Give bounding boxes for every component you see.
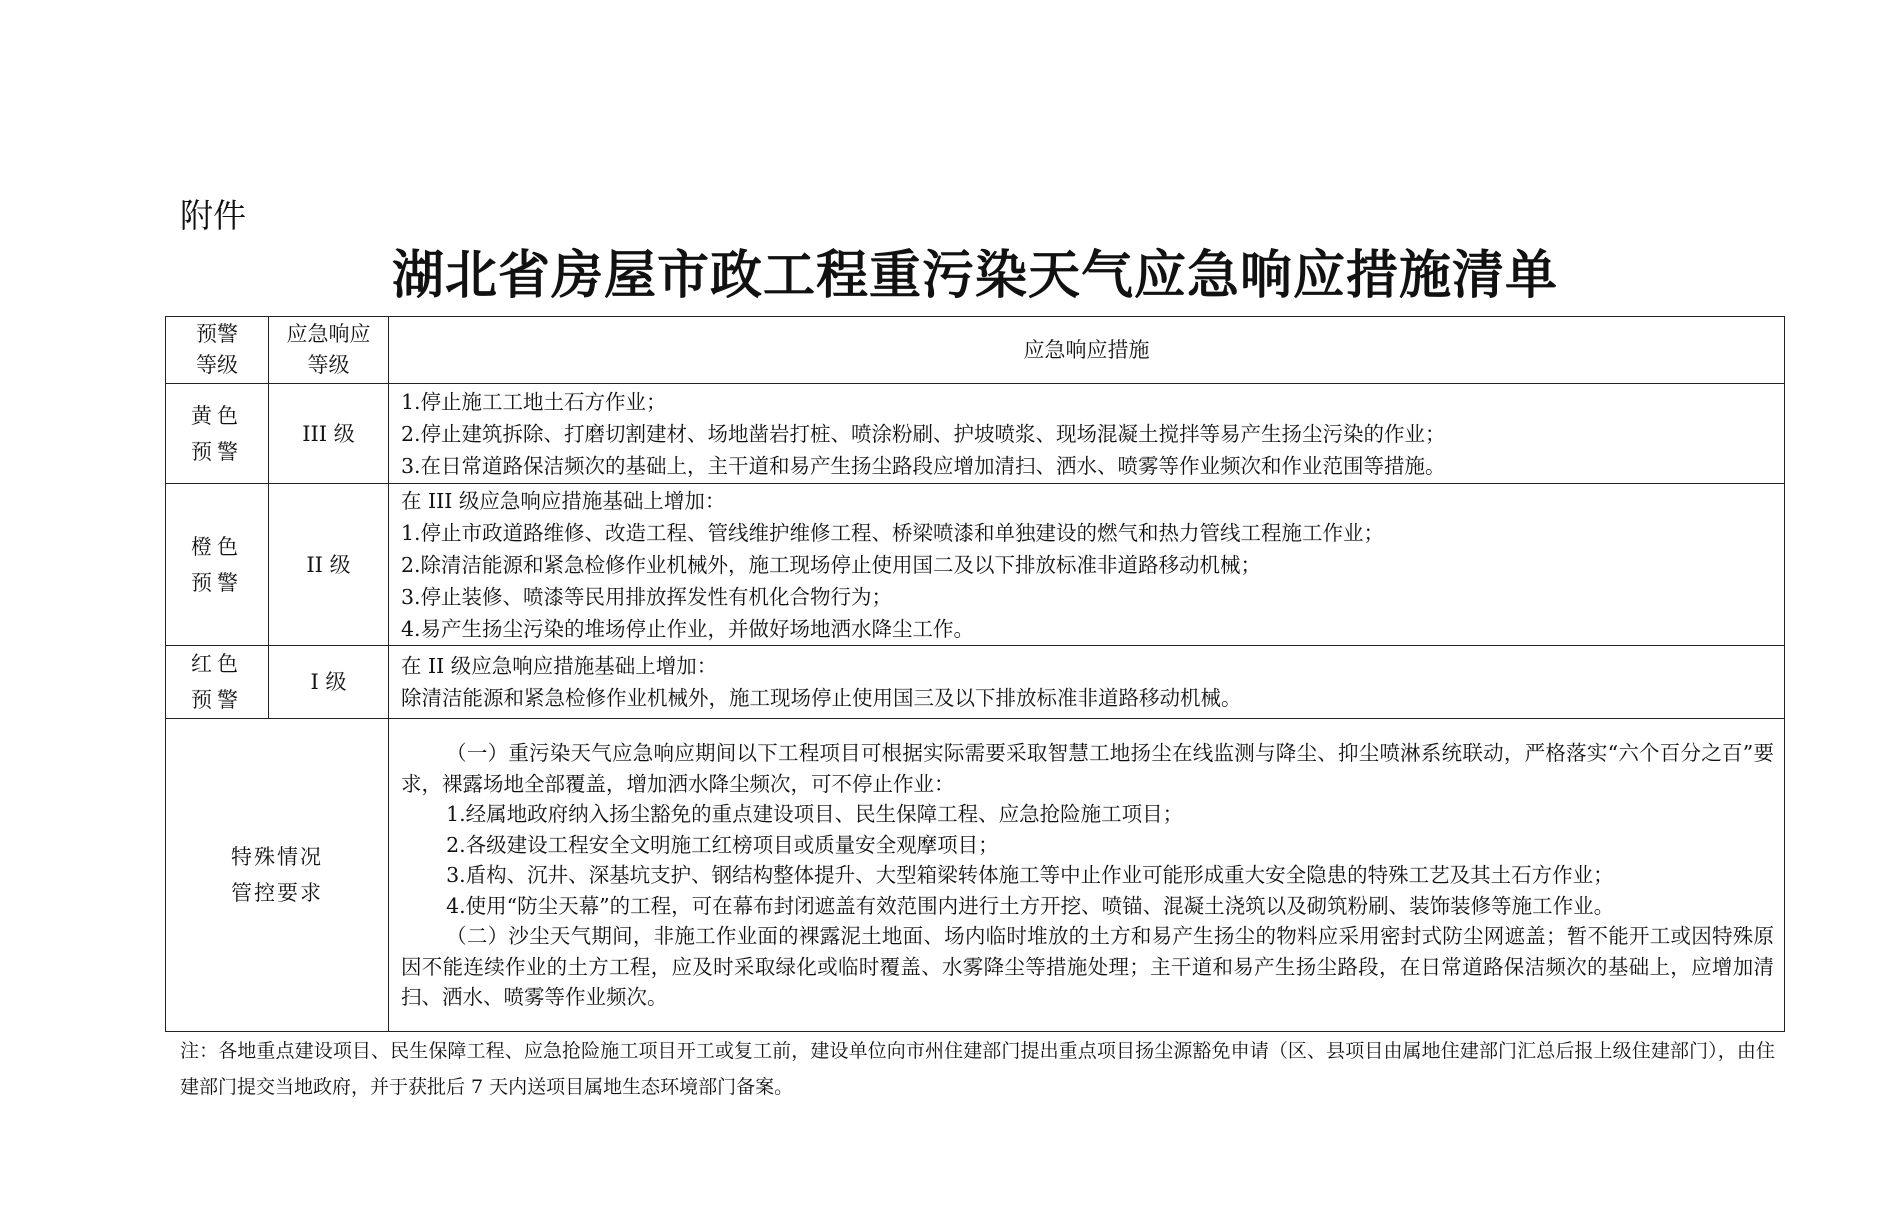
special-conditions-label-line1: 特殊情况 xyxy=(231,845,323,869)
special-conditions-label-line2: 管控要求 xyxy=(231,881,323,905)
attachment-label: 附件 xyxy=(180,196,246,235)
measure-item: 1.停止施工工地土石方作业； xyxy=(401,389,667,414)
header-response-level-line1: 应急响应 xyxy=(286,322,371,346)
warning-level-yellow-line1: 黄色 xyxy=(191,403,243,428)
table-row-yellow xyxy=(166,384,1785,484)
measure-item: 在 II 级应急响应措施基础上增加： xyxy=(401,654,718,678)
special-item: 2.各级建设工程安全文明施工红榜项目或质量安全观摩项目； xyxy=(446,832,999,857)
table-row-special xyxy=(166,719,1785,1032)
measure-item: 3.停止装修、喷漆等民用排放挥发性有机化合物行为； xyxy=(401,584,893,609)
special-conditions-label xyxy=(166,719,389,1032)
header-response-level xyxy=(269,317,389,384)
table-row-red xyxy=(166,646,1785,719)
special-paragraph-2: （二）沙尘天气期间，非施工作业面的裸露泥土地面、场内临时堆放的土方和易产生扬尘的物料应采用密封式防尘网遮盖；暂不能开工或因特殊原因不能连续作业的土方工程，应及时采取绿化或临时覆盖、水雾降尘等措施处理；主干道和易产生扬尘路段，在日常道路保洁频次的基础上，应增加清扫、洒水、喷雾等作业频次。 xyxy=(401,924,1774,1010)
response-level-iii: III 级 xyxy=(269,384,389,484)
warning-level-orange-line1: 橙色 xyxy=(191,534,243,559)
measure-item: 4.易产生扬尘污染的堆场停止作业，并做好场地洒水降尘工作。 xyxy=(401,616,975,641)
measure-item: 3.在日常道路保洁频次的基础上，主干道和易产生扬尘路段应增加清扫、洒水、喷雾等作业频次和作业范围等措施。 xyxy=(401,453,1446,478)
table-header-row xyxy=(166,317,1785,384)
special-item: 1.经属地政府纳入扬尘豁免的重点建设项目、民生保障工程、应急抢险施工项目； xyxy=(446,802,1184,827)
warning-level-red xyxy=(166,646,269,719)
special-item: 3.盾构、沉井、深基坑支护、钢结构整体提升、大型箱梁转体施工等中止作业可能形成重大安全隐患的特殊工艺及其土石方作业； xyxy=(446,863,1614,888)
warning-level-yellow xyxy=(166,384,269,484)
header-warning-level-line1: 预警 xyxy=(196,322,238,346)
warning-level-yellow-line2: 预警 xyxy=(191,439,243,464)
special-item: 4.使用“防尘天幕”的工程，可在幕布封闭遮盖有效范围内进行土方开挖、喷锚、混凝土浇筑以及砌筑粉刷、装饰装修等施工作业。 xyxy=(446,893,1615,918)
warning-level-red-line1: 红色 xyxy=(191,652,243,676)
document-title: 湖北省房屋市政工程重污染天气应急响应措施清单 xyxy=(391,246,1558,306)
header-warning-level-line2: 等级 xyxy=(196,353,238,377)
measures-red xyxy=(389,646,1785,719)
measure-item: 在 III 级应急响应措施基础上增加： xyxy=(401,488,726,513)
measure-item: 2.除清洁能源和紧急检修作业机械外，施工现场停止使用国二及以下排放标准非道路移动机械； xyxy=(401,552,1262,577)
warning-level-red-line2: 预警 xyxy=(191,688,243,712)
measures-yellow xyxy=(389,384,1785,484)
measure-item: 2.停止建筑拆除、打磨切割建材、场地凿岩打桩、喷涂粉刷、护坡喷浆、现场混凝土搅拌等易产生扬尘污染的作业； xyxy=(401,421,1446,446)
measures-orange xyxy=(389,484,1785,646)
header-response-level-line2: 等级 xyxy=(307,353,350,377)
special-paragraph-1: （一）重污染天气应急响应期间以下工程项目可根据实际需要采取智慧工地扬尘在线监测与降尘、抑尘喷淋系统联动，严格落实“六个百分之百”要求，裸露场地全部覆盖，增加洒水降尘频次，可不停止作业： xyxy=(401,741,1774,796)
warning-level-orange-line2: 预警 xyxy=(191,570,243,595)
header-measures: 应急响应措施 xyxy=(389,317,1785,384)
measures-table xyxy=(165,316,1785,1032)
footnote: 注：各地重点建设项目、民生保障工程、应急抢险施工项目开工或复工前，建设单位向市州住建部门提出重点项目扬尘源豁免申请（区、县项目由属地住建部门汇总后报上级住建部门），由住建部门提交当地政府，并于获批后 7 天内送项目属地生态环境部门备案。 xyxy=(180,1040,1775,1098)
header-warning-level xyxy=(166,317,269,384)
warning-level-orange xyxy=(166,484,269,646)
response-level-i: I 级 xyxy=(269,646,389,719)
measure-item: 1.停止市政道路维修、改造工程、管线维护维修工程、桥梁喷漆和单独建设的燃气和热力管线工程施工作业； xyxy=(401,520,1385,545)
special-conditions-text xyxy=(389,719,1785,1032)
response-level-ii: II 级 xyxy=(269,484,389,646)
measure-item: 除清洁能源和紧急检修作业机械外，施工现场停止使用国三及以下排放标准非道路移动机械。 xyxy=(401,686,1242,710)
table-row-orange xyxy=(166,484,1785,646)
